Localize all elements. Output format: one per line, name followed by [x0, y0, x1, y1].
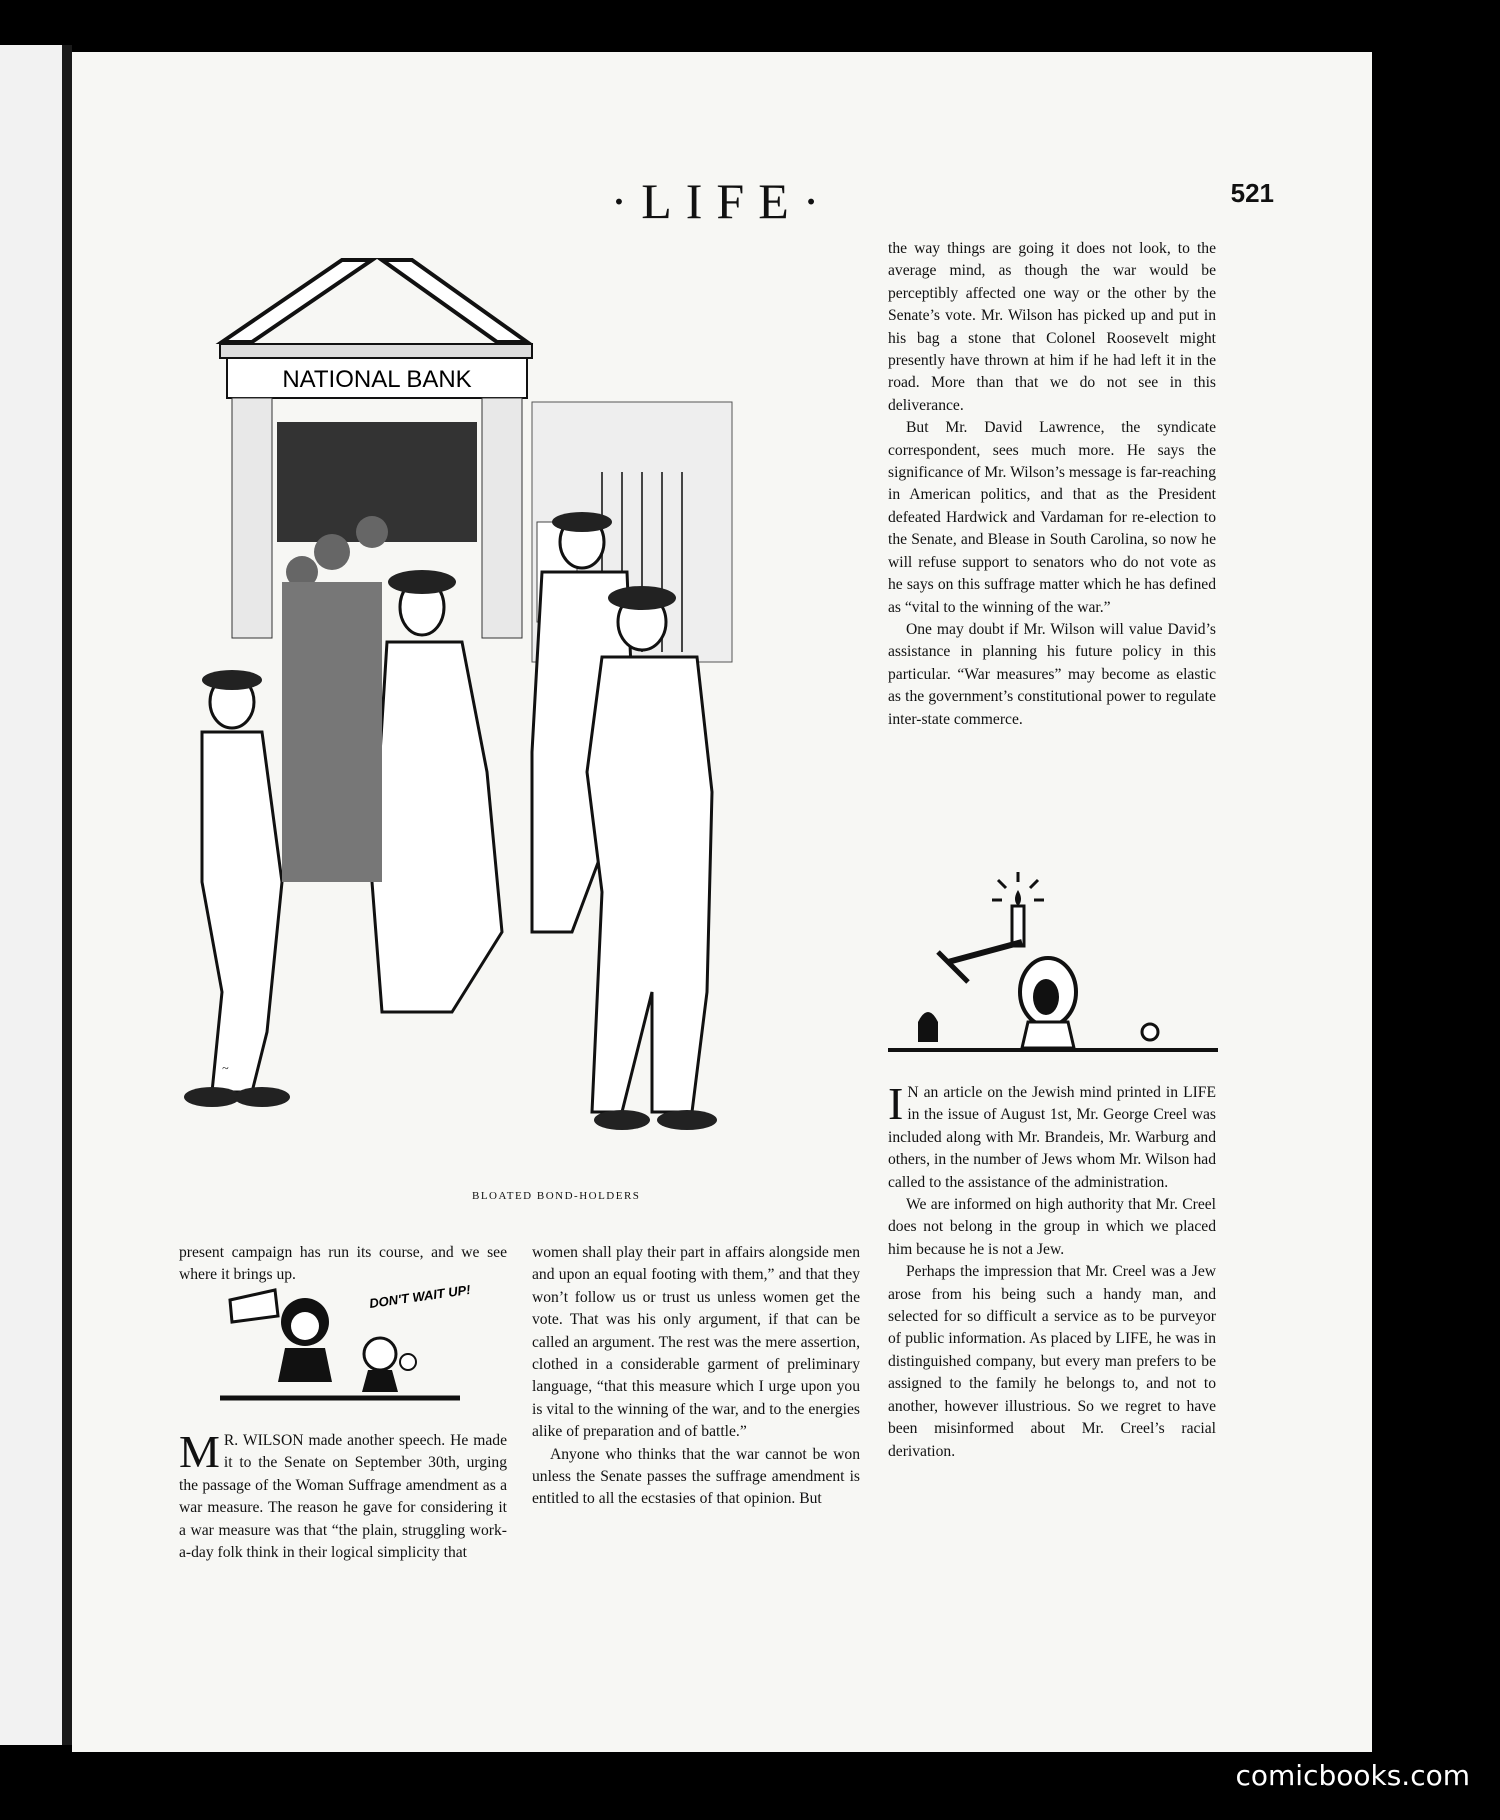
dropcap-i: I — [888, 1078, 904, 1129]
left-column-lower — [179, 1426, 507, 1564]
right-column — [888, 238, 1216, 731]
middle-column — [532, 1242, 860, 1511]
left-column-paragraph-wilson — [179, 1426, 507, 1564]
right-column-paragraph-3: One may doubt if Mr. Wilson will value David’s assistance in planning his future policy in this particular. “War measures” may become as elastic as the government’s constitutional power to regulate inter-state commerce. — [888, 620, 1216, 728]
facing-page-edge — [0, 45, 62, 1745]
right-column-paragraph-4-text: N an article on the Jewish mind printed in LIFE in the issue of August 1st, Mr. George Creel was included along with Mr. Brandeis, Mr. Warburg and others, in the number of Jews whom Mr. Wilson had called to the assistance of the administration. — [888, 1084, 1216, 1191]
watermark: comicbooks.com — [1235, 1759, 1470, 1792]
right-column-paragraph-2: But Mr. David Lawrence, the syndicate correspondent, sees much more. He says the significance of Mr. Wilson’s message is far-reaching in American politics, and that as the President defeated Hardwick and Vardaman for re-election to the Senate, and Blease in South Carolina, so now he will refuse support to senators who do not vote as he says on this suffrage matter which he has defined as “vital to the winning of the war.” — [888, 419, 1216, 616]
dropcap-m: M — [179, 1426, 220, 1477]
right-column-lower — [888, 1078, 1216, 1463]
speech-text: DON'T WAIT UP! — [368, 1281, 472, 1311]
left-column — [179, 1242, 507, 1287]
candle-cartoon-illustration — [888, 872, 1218, 1052]
svg-text:~: ~ — [222, 1061, 229, 1075]
page-number: 521 — [1230, 178, 1274, 208]
masthead: ·LIFE· — [610, 173, 834, 229]
right-column-paragraph-1: the way things are going it does not look, to the average mind, as though the war would be perceptibly affected one way or the other by the Senate’s vote. Mr. Wilson has picked up and put in his bag a stone that Colonel Roosevelt might presently have thrown at him if he had left it in the road. More than that we do not see in this deliverance. — [888, 240, 1216, 414]
left-column-body: made another speech. He made it to the Senate on September 30th, urging the passage of the Woman Suffrage amendment as a war measure. The reason he gave for considering it a war measure was that “the plain, struggling work-a-day folk think in their logical simplicity that — [179, 1432, 507, 1562]
magazine-page — [72, 52, 1372, 1752]
book-gutter — [62, 45, 72, 1745]
left-column-top-paragraph: present campaign has run its course, and we see where it brings up. — [179, 1244, 507, 1284]
middle-column-paragraph-1: women shall play their part in affairs alongside men and upon an equal footing with them,” and that they won’t follow us or trust us unless women get the vote. That was his only argument, if that can be called an argument. The rest was the mere assertion, clothed in a considerable garment of preliminary language, “that this measure which I urge upon you is vital to the winning of the war, and to the energies alike of preparation and of battle.” — [532, 1244, 860, 1441]
cartoon-caption: BLOATED BOND-HOLDERS — [472, 1190, 641, 1202]
bank-sign: NATIONAL BANK — [282, 366, 472, 393]
bank-cartoon-illustration — [132, 232, 772, 1152]
right-column-paragraph-5: We are informed on high authority that Mr. Creel does not belong in the group in which we placed him because he is not a Jew. — [888, 1196, 1216, 1258]
dont-wait-up-cartoon — [220, 1281, 472, 1402]
right-column-paragraph-4 — [888, 1078, 1216, 1194]
middle-column-paragraph-2: Anyone who thinks that the war cannot be won unless the Senate passes the suffrage amendment is entitled to all the ecstasies of that opinion. But — [532, 1445, 860, 1508]
lead-words: R. WILSON — [223, 1432, 304, 1449]
right-column-paragraph-6: Perhaps the impression that Mr. Creel was a Jew arose from his being such a handy man, and selected for so difficult a service as to be purveyor of public information. As placed by LIFE, he was in distinguished company, but every man prefers to be assigned to the family he belongs to, and not to another, however illustrious. So we regret to have been misinformed about Mr. Creel’s racial derivation. — [888, 1263, 1216, 1460]
